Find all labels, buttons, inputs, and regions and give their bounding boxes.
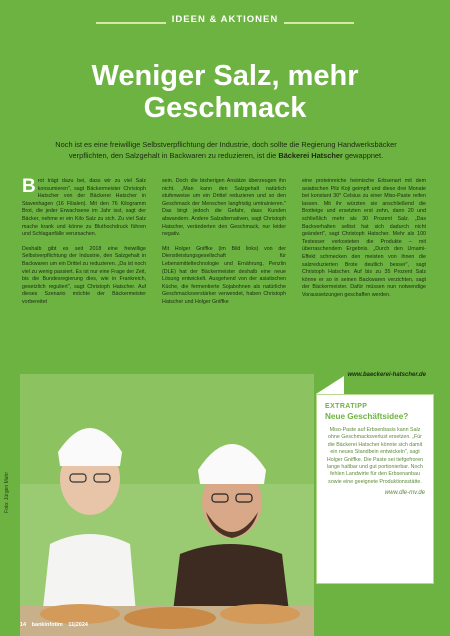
issue: 11|2024 [68,622,88,628]
box-text: Miso-Paste auf Erbsenbasis kann Salz ohne Geschmacksverlust ersetzen. „Für die Bäckerei Hatscher könnte sich damit ein neues Standbein entwickeln", sagt Holger Gniffke. Die Paste sei tiefgefroren lange haltbar und gut portionierbar. Noch fehlen Landwirte für den Erbsenanbau sowie eine geeignete Produktionsstätte. [326,427,424,485]
headline-line-2: Geschmack [143,92,307,124]
section-tag: IDEEN & AKTIONEN [171,14,279,25]
headline [0,60,450,124]
magazine-name: bankinfotim [31,622,63,628]
headline-line-1: Weniger Salz, mehr [91,60,359,92]
website-link[interactable]: www.baeckerei-hatscher.de [347,372,426,378]
article-column-1 [22,178,146,314]
article-column-2 [162,178,286,314]
paragraph: Mit Holger Gniffke (im Bild links) von der Dienstleistungsgesellschaft für Lebensmitteltechnologie und Ernährung, Penzlin (DLE) hat der Bäckermeister deshalb eine neue Lösung entwickelt. Ausgehend von der asiatischen Küche, die fermentierte Sojabohnen als natürliche Geschmacksverstärker verwendet, haben Christoph Hatscher und Holger Gniffke [162,245,286,305]
box-title: Neue Geschäftsidee? [325,412,409,421]
photo-credit: Foto: Jürgen Mahr [4,472,10,513]
extratipp-box [316,394,434,584]
page-number: 14 [20,622,27,628]
paragraph: eine proteinreiche heimische Erbsenart mit dem asiatischen Pilz Koji geimpft und diese drei Monate bei konstant 30° Celsius zu einer Miso-Paste reifen lassen. Mit ihr würzten sie anschließend die Brotteige und ersetzten erst zehn, dann 20 und schließlich mehr als 30 Prozent Salz. „Das Backverhalten selbst hat sich dadurch nicht geändert", sagt Christoph Hatscher. Mehr als 100 Testesser verkosteten die Produkte – mit überraschendem Ergebnis. „Durch den Umami-Effekt schmecken den meisten von ihnen die salzreduzierten Brote deutlich besser", sagt Christoph Hatscher. Auf bis zu 35 Prozent Salz könne er so in seinen Backwaren verzichten, sagt der Bäckermeister. Dafür müssen nun notwendige Voraussetzungen geschaffen werden. [302,178,426,298]
lead-paragraph: Noch ist es eine freiwillige Selbstverpflichtung der Industrie, doch sollte die Regierung Handwerksbäcker verpflichten, den Salzgehalt in Backwaren zu reduzieren, ist die Bäckerei Hatscher gewappnet. [55,140,397,160]
page-footer [20,622,92,628]
box-website-link[interactable]: www.dle-mv.de [384,490,425,497]
paragraph: Brot trägt dazu bei, dass wir zu viel Salz konsumieren", sagt Bäckermeister Christoph Hatscher von der Bäckerei Hatscher in Stavenhagen (16 Filialen). Mit den 76 Kilogramm Brot, die jeder Erwachsene im Jahr isst, sagt der Bäcker, nehme er ein Kilo Salz zu sich. Zu viel Salz mache krank und könne zu Bluthochdruck führen und Schlaganfälle verursachen. [22,176,146,238]
article-column-3 [302,178,426,307]
bakers-photo [20,374,314,636]
callout-tail [316,376,344,394]
photo-illustration [20,374,314,636]
paragraph: Deshalb gibt es seit 2018 eine freiwillige Selbstverpflichtung der Industrie, den Salzgehalt in Backwaren um ein Drittel zu reduzieren. „Da ist noch viel zu wenig passiert. Es ist nur eine Frage der Zeit, bis die Bundesregierung dies, wie in Frankreich, gesetzlich reguliert", sagt Christoph Hatscher. Auf dieses Szenario möchte der Bäckermeister vorbereitet [22,245,146,305]
dropcap: B [22,176,36,197]
paragraph: sein. Doch die bisherigen Ansätze überzeugen ihn nicht. „Man kann den Salzgehalt natürlich stufenweise um ein Drittel reduzieren und so den Geschmack der Menschen langfristig umtrainieren." Das birgt jedoch die Gefahr, dass Kunden abwandern. Andere Salzalternativen, sagt Christoph Hatscher, veränderten den Geschmack, nur leider negativ. [162,178,286,238]
box-kicker: EXTRATIPP [325,403,368,410]
